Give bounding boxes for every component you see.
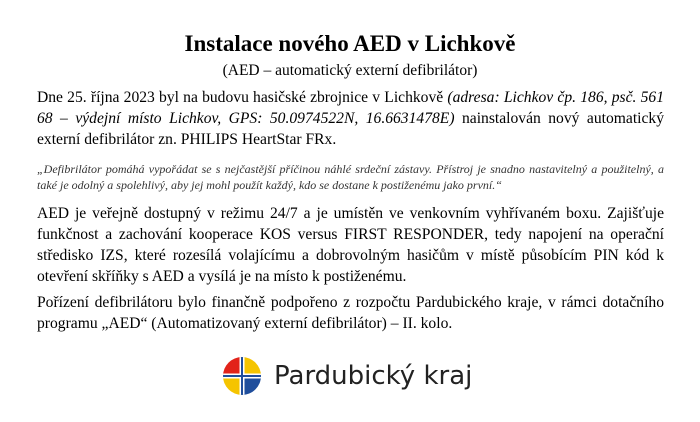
document-subtitle: (AED – automatický externí defibrilátor) [222,62,478,79]
logo-cross-inner-horizontal [222,375,262,377]
logo-quadrant-top-left [222,356,242,376]
pardubice-region-logo [222,356,472,396]
pardubice-region-logo-icon [222,356,262,396]
paragraph-availability: AED je veřejně dostupný v režimu 24/7 a je umístěn ve venkovním vyhřívaném boxu. Zajišťuje funkčnost a zachování kooperace KOS versus FIRST RESPONDER, tedy napojení na operační středisko IZS, které rozesílá volajícímu a dobrovolným hasičům v místě působícím PIN kód k otevření skříňky s AED a vysílá je na místo k postiženému. [37,205,664,285]
paragraph-funding: Pořízení defibrilátoru bylo finančně podpořeno z rozpočtu Pardubického kraje, v rámci dotačního programu „AED“ (Automatizovaný externí defibrilátor) – II. kolo. [37,294,664,332]
logo-quadrant-bottom-right [242,376,262,396]
quote-paragraph: „Defibrilátor pomáhá vypořádat se s nejčastější příčinou náhlé srdeční zástavy. Přístroj je snadno nastavitelný a použitelný, a také je odolný a spolehlivý, aby jej mohl použít každý, kdo se dostane k postiženému jako první.“ [37,162,664,192]
logo-quadrant-top-right [242,356,262,376]
document-title: Instalace nového AED v Lichkově [184,31,516,56]
logo-quadrant-bottom-left [222,376,242,396]
paragraph-installation-text-c: nainstalován nový automatický externí defibrilátor zn. PHILIPS HeartStar FRx. [37,110,664,148]
paragraph-installation-text-a: Dne 25. října 2023 byl na budovu hasičské zbrojnice v Lichkově [37,89,448,106]
logo-text: Pardubický kraj [274,361,473,391]
paragraph-installation [37,87,664,150]
paragraph-installation-address: (adresa: Lichkov čp. 186, psč. 561 68 – výdejní místo Lichkov, GPS: 50.0974522N, 16.6631478E) [37,89,664,127]
